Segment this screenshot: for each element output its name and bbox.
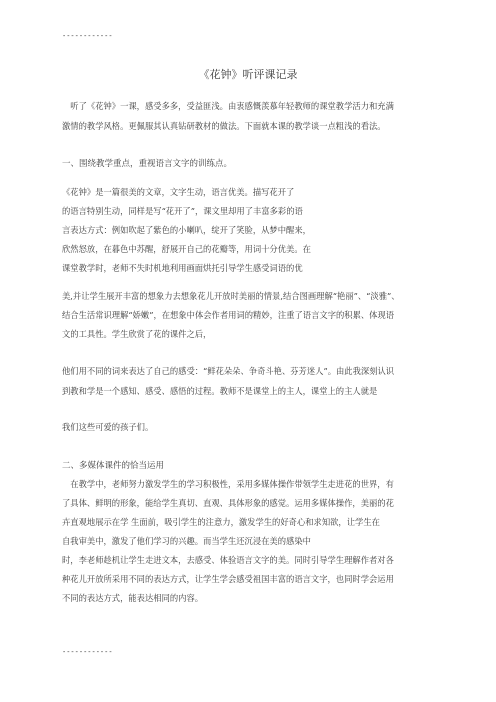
paragraph-line: 自我审美中，激发了他们学习的兴趣。而当学生还沉浸在美的感染中	[62, 536, 311, 546]
paragraph-line: 他们用不同的词来表达了自己的感受：“鲜花朵朵、争奇斗艳、芬芳迷人”。由此我深刻认识	[62, 366, 395, 376]
paragraph-line: 不同的表达方式，能表达相同的内容。	[62, 593, 204, 603]
paragraph-line: 了具体、鲜明的形象，能给学生真切、直观、具体形象的感觉。运用多媒体操作，美丽的花	[62, 498, 394, 508]
section-heading-1: 一、围绕教学重点，重视语言文字的训练点。	[62, 159, 233, 169]
document-title: 《花钟》听评课记录	[198, 68, 298, 81]
paragraph-line: 的语言特别生动，同样是写“花开了”，课文里却用了丰富多彩的语	[62, 206, 303, 216]
bottom-separator: ------------	[62, 648, 113, 656]
paragraph-line: 到教和学是一个感知、感受、感悟的过程。教师不是课堂上的主人，课堂上的主人就是	[62, 386, 378, 396]
paragraph-line: 结合生活常识理解“娇嫩”，在想象中体会作者用词的精妙，注重了语言文字的积累、体现语	[62, 310, 395, 320]
paragraph-line: 我们这些可爱的孩子们。	[62, 422, 154, 432]
paragraph-line: 在教学中，老师努力激发学生的学习积极性，采用多媒体操作带领学生走进花的世界，有	[62, 479, 394, 489]
paragraph-line: 《花钟》是一篇很美的文章，文字生动，语言优美。描写花开了	[62, 187, 295, 197]
section-heading-2: 二、多媒体课件的恰当运用	[62, 461, 165, 471]
paragraph-line: 课堂教学时，老师不失时机地利用画面烘托引导学生感受词语的优	[62, 263, 303, 273]
paragraph-line: 时，李老师趁机让学生走进文本，去感受、体验语言文字的美。同时引导学生理解作者对各	[62, 555, 394, 565]
paragraph-line: 美,并让学生展开丰富的想象力去想象花儿开放时美丽的情景,结合图画理解“艳丽”、“淡雅”、	[62, 291, 400, 301]
paragraph-line: 听了《花钟》一课，感受多多，受益匪浅。由衷感慨羡慕年轻教师的课堂教学活力和充满	[62, 101, 394, 111]
paragraph-line: 种花儿开放所采用不同的表达方式，让学生学会感受祖国丰富的语言文字，也同时学会运用	[62, 574, 394, 584]
top-separator: ------------	[62, 32, 113, 40]
paragraph-line: 文的工具性。学生欣赏了花的课件之后，	[62, 329, 212, 339]
paragraph-line: 欣然怒放，在暮色中苏醒，舒展开自己的花瓣等，用词十分优美。在	[62, 244, 311, 254]
paragraph-line: 卉直观地展示在学 生面前，吸引学生的注意力，激发学生的好奇心和求知欲，让学生在	[62, 517, 380, 527]
paragraph-line: 言表达方式：例如吹起了紫色的小喇叭，绽开了笑脸，从梦中醒来，	[62, 225, 311, 235]
paragraph-line: 激情的教学风格。更佩服其认真钻研教材的做法。下面就本课的教学谈一点粗浅的看法。	[62, 121, 386, 131]
